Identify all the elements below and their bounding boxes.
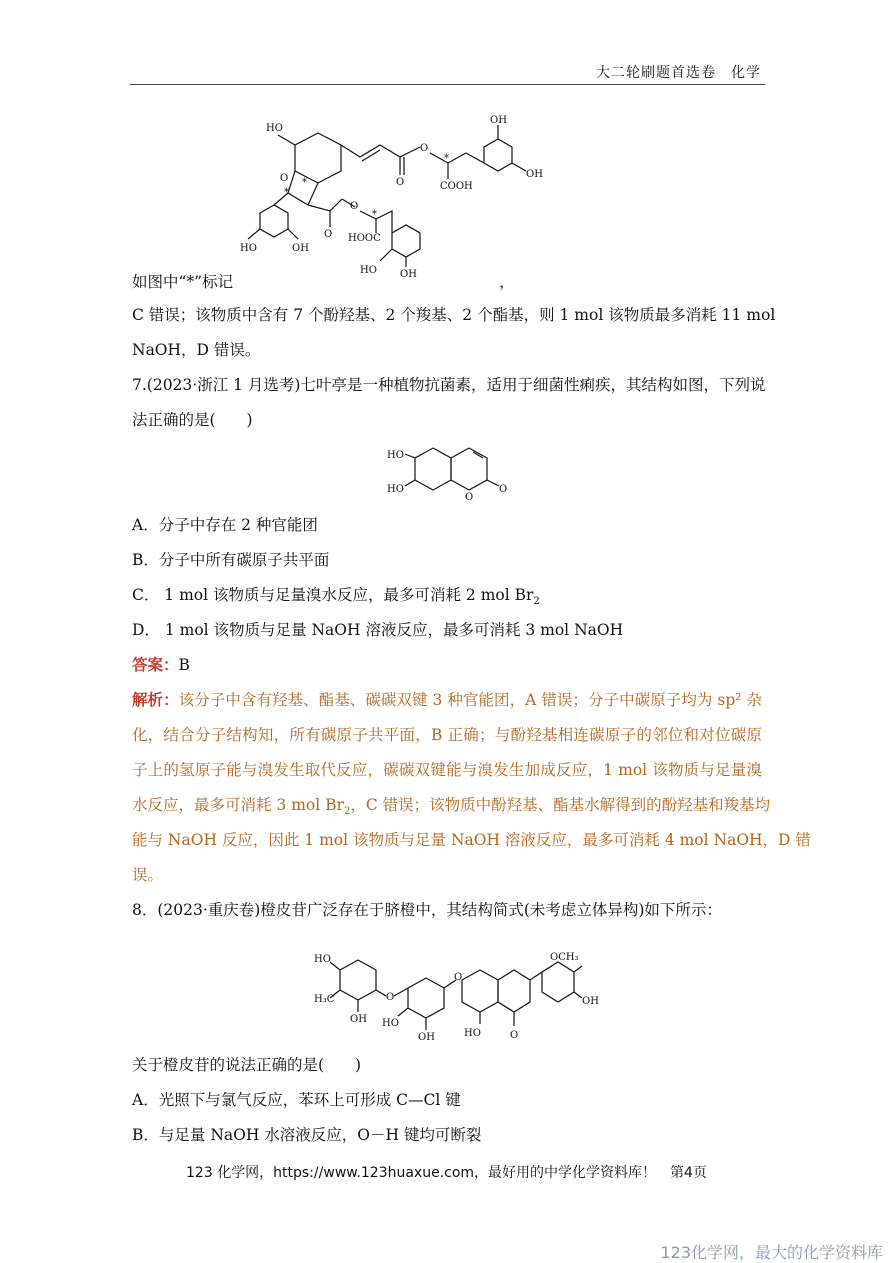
structure-figure-1 [230,115,550,280]
q8-sub-stem: 关于橙皮苷的说法正确的是( ) [132,1056,362,1074]
label-hooc: HOOC [348,233,381,244]
q7-analysis-1: 解析：该分子中含有羟基、酯基、碳碳双键 3 种官能团，A 错误；分子中碳原子均为 sp² 杂 [132,690,762,709]
label-oh-rham: OH [350,1014,367,1025]
label-och3: OCH₃ [550,952,579,963]
label-ho-1: HO [314,954,331,965]
watermark: 123化学网，最大的化学资料库 [660,1243,883,1262]
label-o-carbonyl: O [396,177,405,188]
label-ho-1: HO [387,450,404,461]
q7-stem-2: 法正确的是( ) [132,411,253,429]
label-o-ring: O [465,492,474,503]
prev-line-2: C 错误；该物质中含有 7 个酚羟基、2 个羧基、2 个酯基，则 1 mol 该物质最多消耗 11 mol [132,306,776,324]
label-ho-left: HO [240,243,257,254]
label-ho-2: HO [382,1018,399,1029]
header-title: 大二轮刷题首选卷 化学 [596,65,761,81]
label-o-lower: O [324,229,333,240]
structure-figure-hesperidin [310,940,600,1045]
q7-analysis-6: 误。 [132,866,164,884]
label-ho-top: HO [266,123,283,134]
header-rule [130,84,765,85]
label-oh-bottom: OH [400,269,417,280]
q7-option-a: A．分子中存在 2 种官能团 [132,516,318,534]
q7-analysis-2: 化，结合分子结构知，所有碳原子共平面，B 正确；与酚羟基相连碳原子的邻位和对位碳原 [132,726,762,744]
label-o-ring: O [280,173,289,184]
q7-stem-1: 7.(2023·浙江 1 月选考)七叶亭是一种植物抗菌素，适用于细菌性痢疾，其结构如图，下列说 [132,376,766,394]
q7-analysis-4: 水反应，最多可消耗 3 mol $Br_2$，C 错误；该物质中酚羟基、酯基水解得到的酚羟基和羧基均 [132,796,771,818]
q7-answer: 答案：B [132,655,190,674]
label-oh-left: OH [292,243,309,254]
q7-option-b: B．分子中所有碳原子共平面 [132,551,330,569]
label-ho-3: HO [464,1028,481,1039]
label-oh-right-top: OH [490,115,507,126]
label-ho-bottom: HO [360,265,377,276]
label-o-lower-ester: O [350,201,359,212]
label-o-glycoside: O [454,972,463,983]
prev-line-3: NaOH，D 错误。 [132,341,261,359]
label-cooh-upper: COOH [440,181,473,192]
structure-figure-esculetin [385,440,520,505]
q8-option-a: A．光照下与氯气反应，苯环上可形成 C—Cl 键 [132,1091,461,1109]
q8-option-b: B．与足量 NaOH 水溶液反应，O－H 键均可断裂 [132,1126,482,1144]
label-star-1: * [284,187,289,198]
label-o-ester: O [420,143,429,154]
label-ho-2: HO [387,484,404,495]
label-star-4: * [372,209,377,220]
label-h3c: H₃C [314,994,335,1005]
q7-option-d: D． 1 mol 该物质与足量 NaOH 溶液反应，最多可消耗 3 mol NaOH [132,621,624,639]
label-o-link: O [386,992,395,1003]
label-oh-b: OH [582,996,599,1007]
q7-analysis-3: 子上的氢原子能与溴发生取代反应，碳碳双键能与溴发生加成反应，1 mol 该物质与足量溴 [132,761,762,779]
q7-option-c: C． 1 mol 该物质与足量溴水反应，最多可消耗 2 mol $Br_2$ [132,586,540,608]
label-oh-glu: OH [418,1032,435,1043]
label-star-2: * [302,177,307,188]
q8-stem: 8．(2023·重庆卷)橙皮苷广泛存在于脐橙中，其结构简式(未考虑立体异构)如下所示： [132,901,722,919]
label-star-3: * [444,153,449,164]
label-oh-right: OH [526,169,543,180]
page-footer: 123 化学网，https://www.123huaxue.com，最好用的中学化学资料库！ 第4页 [186,1165,707,1181]
label-o-carbonyl: O [499,484,508,495]
label-o-carbonyl: O [510,1030,519,1041]
q7-analysis-5: 能与 NaOH 反应，因此 1 mol 该物质与足量 NaOH 溶液反应，最多可消耗 4 mol NaOH，D 错 [132,831,811,849]
prev-line-1: 如图中“*”标记 ， [132,273,515,291]
